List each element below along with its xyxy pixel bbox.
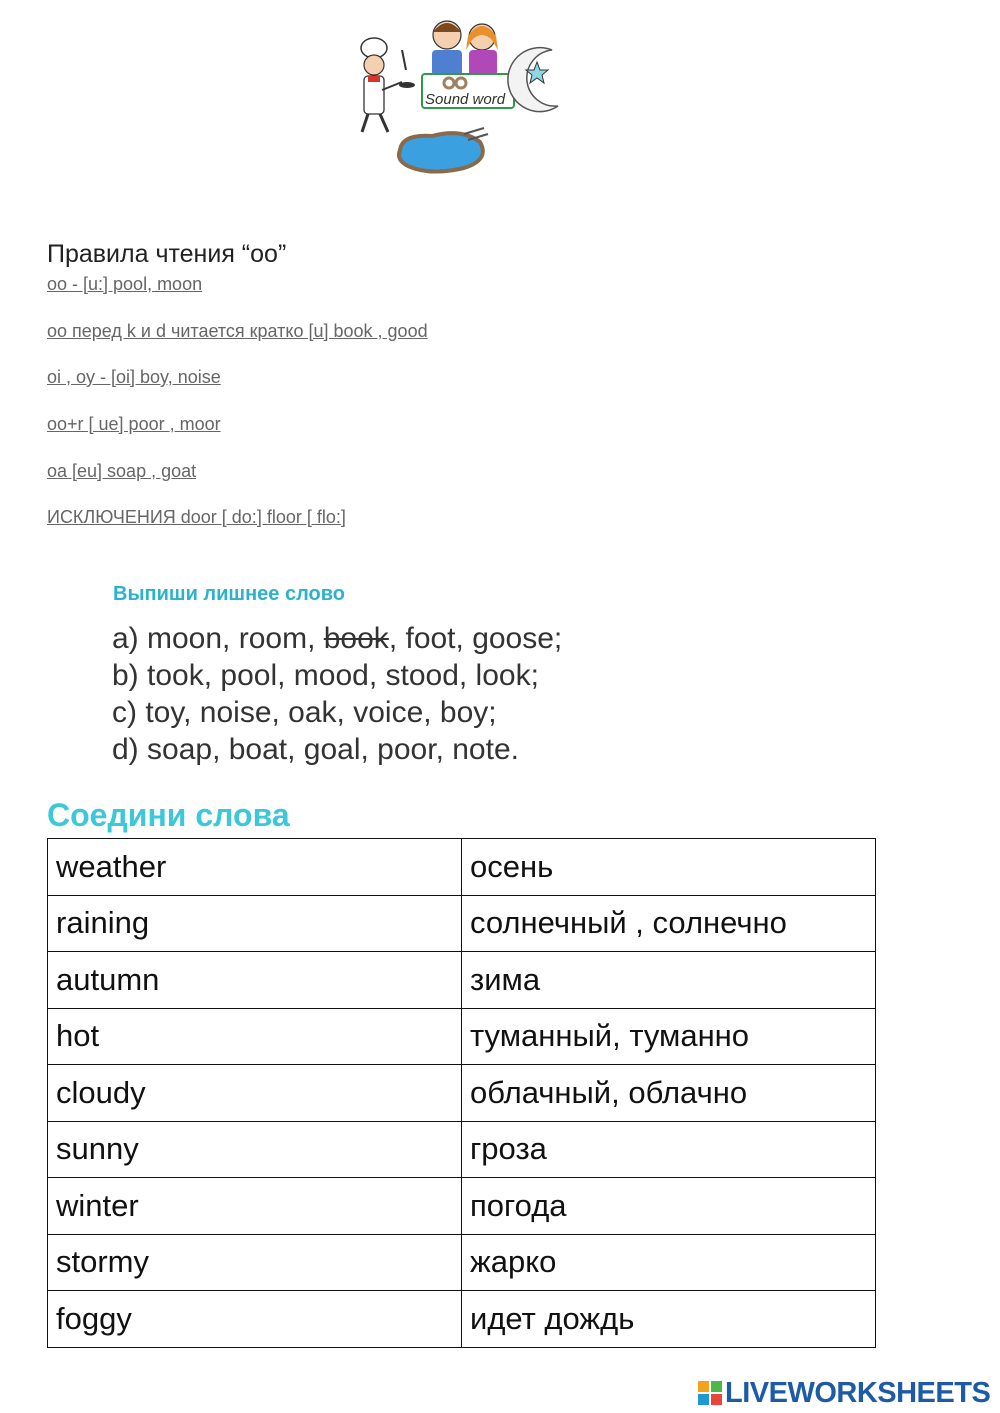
table-row [48,1178,876,1235]
english-word-cell[interactable]: stormy [48,1234,462,1291]
table-row [48,1121,876,1178]
english-word-cell[interactable]: foggy [48,1291,462,1348]
russian-word-cell[interactable]: туманный, туманно [462,1008,876,1065]
moon-icon [508,48,558,112]
rule-line: oi , oy - [oi] boy, noise [47,367,221,387]
table-row [48,1065,876,1122]
chef-figure [361,38,415,132]
sound-word-illustration [352,10,574,178]
exercise-line-a-prefix: a) moon, room, [112,622,324,655]
odd-word-exercise-title: Выпиши лишнее слово [113,583,346,605]
rule-line: ИСКЛЮЧЕНИЯ door [ do:] floor [ flo:] [47,507,346,527]
table-row [48,952,876,1009]
english-word-cell[interactable]: winter [48,1178,462,1235]
table-row [48,1008,876,1065]
rule-line: oo+r [ ue] poor , moor [47,414,221,434]
russian-word-cell[interactable]: облачный, облачно [462,1065,876,1122]
russian-word-cell[interactable]: жарко [462,1234,876,1291]
sound-word-label: Sound word [425,91,506,108]
russian-word-cell[interactable]: солнечный , солнечно [462,895,876,952]
russian-word-cell[interactable]: погода [462,1178,876,1235]
english-word-cell[interactable]: autumn [48,952,462,1009]
russian-word-cell[interactable]: гроза [462,1121,876,1178]
rules-title: Правила чтения “оо” [47,240,287,268]
struck-word: book [323,622,389,655]
rule-line: оо перед k и d читается кратко [u] book , good [47,321,428,341]
russian-word-cell[interactable]: осень [462,839,876,896]
russian-word-cell[interactable]: идет дождь [462,1291,876,1348]
sound-word-box [422,74,514,108]
exercise-line-d: d) soap, boat, goal, poor, note. [112,733,519,766]
pool-icon [399,128,488,172]
table-row [48,1291,876,1348]
table-row [48,839,876,896]
rule-line: oo - [u:] pool, moon [47,274,203,294]
english-word-cell[interactable]: raining [48,895,462,952]
table-row [48,1234,876,1291]
rule-line: oa [eu] soap , goat [47,461,197,481]
english-word-cell[interactable]: cloudy [48,1065,462,1122]
russian-word-cell[interactable]: зима [462,952,876,1009]
english-word-cell[interactable]: weather [48,839,462,896]
match-words-title: Соедини слова [47,797,290,833]
table-row [48,895,876,952]
liveworksheets-logo-icon [698,1381,722,1405]
match-words-table [47,838,876,1348]
english-word-cell[interactable]: sunny [48,1121,462,1178]
english-word-cell[interactable]: hot [48,1008,462,1065]
kids-figure [432,21,498,76]
exercise-line-c: c) toy, noise, oak, voice, boy; [112,696,497,729]
exercise-line-b: b) took, pool, mood, stood, look; [112,659,539,692]
liveworksheets-logo[interactable] [698,1376,990,1410]
liveworksheets-brand-text: LIVEWORKSHEETS [725,1376,991,1409]
exercise-line-a-suffix: , foot, goose; [388,622,563,655]
exercise-line-a [112,622,562,656]
